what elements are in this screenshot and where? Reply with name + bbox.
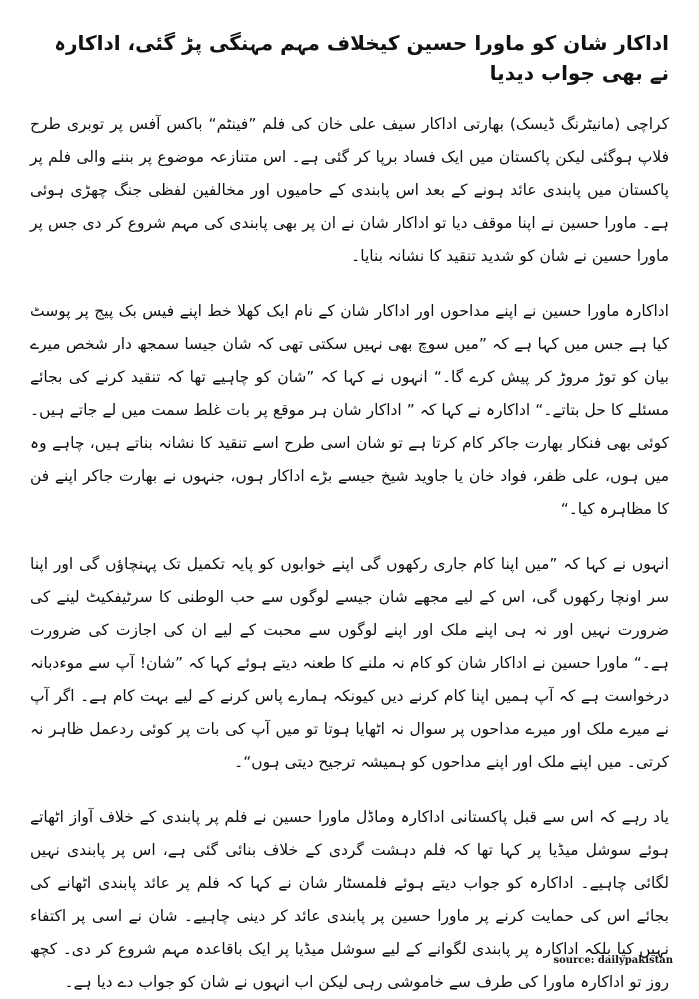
article-paragraph: کراچی (مانیٹرنگ ڈیسک) بھارتی اداکار سیف علی خان کی فلم ”فینٹم“ باکس آفس پر توبری طرح فلاپ ہوگئی لیکن پاکستان میں ایک فساد برپا کر گئی ہے۔ اس متنازعہ موضوع پر بننے والی فلم پر پاکستان میں پابندی عائد ہونے کے بعد اس پابندی کے حامیوں اور مخالفین لفظی جنگ چھڑی ہوئی ہے۔ ماورا حسین نے اپنا موقف دیا تو اداکار شان نے ان پر بھی پابندی کی مہم شروع کر دی جس پر ماورا حسین نے شان کو شدید تنقید کا نشانہ بنایا۔ [30, 115, 669, 265]
article-headline: اداکار شان کو ماورا حسین کیخلاف مہم مہنگی پڑ گئی، اداکارہ نے بھی جواب دیدیا [54, 31, 669, 85]
article-paragraph: اداکارہ ماورا حسین نے اپنے مداحوں اور اداکار شان کے نام ایک کھلا خط اپنے فیس بک پیج پر پوسٹ کیا ہے جس میں کہا ہے کہ ”میں سوچ بھی نہیں سکتی تھی کہ شان جیسا سمجھ دار شخص میرے بیان کو توڑ مروڑ کر پیش کرے گا۔“ انہوں نے کہا کہ ”شان کو چاہیے تھا کہ تنقید کرنے کی بجائے مسئلے کا حل بتاتے۔“ اداکارہ نے کہا کہ ” اداکار شان ہر موقع پر بات غلط سمت میں لے جاتے ہیں۔ کوئی بھی فنکار بھارت جاکر کام کرتا ہے تو شان اسی طرح اسے تنقید کا نشانہ بناتے ہیں، چاہے وہ میں ہوں، علی ظفر، فواد خان یا جاوید شیخ جیسے بڑے اداکار ہوں، جنہوں نے بھارت جاکر اپنے فن کا مظاہرہ کیا۔“ [30, 302, 669, 518]
article-paragraph: انہوں نے کہا کہ ”میں اپنا کام جاری رکھوں گی اپنے خوابوں کو پایہ تکمیل تک پہنچاؤں گی اور اپنا سر اونچا رکھوں گی، اس کے لیے مجھے شان جیسے لوگوں سے حب الوطنی کا سرٹیفکیٹ لینے کی ضرورت نہیں اور نہ ہی اپنے ملک اور اپنے لوگوں سے محبت کے لیے ان کی اجازت کی ضرورت ہے۔“ ماورا حسین نے اداکار شان کو کام نہ ملنے کا طعنہ دیتے ہوئے کہا کہ ”شان! آپ سے موءدبانہ درخواست ہے کہ آپ ہمیں اپنا کام کرنے دیں کیونکہ ہمارے پاس کرنے کے لیے بہت کام ہے۔ اگر آپ نے میرے ملک اور میرے مداحوں پر سوال نہ اٹھایا ہوتا تو میں آپ کی بات پر کوئی ردعمل ظاہر نہ کرتی۔ میں اپنے ملک اور اپنے مداحوں کو ہمیشہ ترجیح دیتی ہوں“۔ [30, 555, 669, 771]
article-body [30, 108, 669, 999]
source-credit: source: dailypakistan [553, 955, 673, 966]
article-paragraph: یاد رہے کہ اس سے قبل پاکستانی اداکارہ وماڈل ماورا حسین نے فلم پر پابندی کے خلاف آواز اٹھاتے ہوئے سوشل میڈیا پر کہا تھا کہ فلم دہشت گردی کے خلاف بنائی گئی ہے، اس پر پابندی نہیں لگائی چاہیے۔ اداکارہ کو جواب دیتے ہوئے فلمسٹار شان نے کہا کہ فلم پر عائد پابندی اٹھانے کی بجائے اس کی حمایت کرنے پر ماورا حسین پر پابندی عائد کر دینی چاہیے۔ شان نے اسی پر اکتفاء نہیں کیا بلکہ اداکارہ پر پابندی لگوانے کے لیے سوشل میڈیا پر ایک باقاعدہ مہم شروع کر دی۔ کچھ روز تو اداکارہ ماورا کی طرف سے خاموشی رہی لیکن اب انہوں نے شان کو جواب دے دیا ہے۔ [30, 808, 669, 991]
